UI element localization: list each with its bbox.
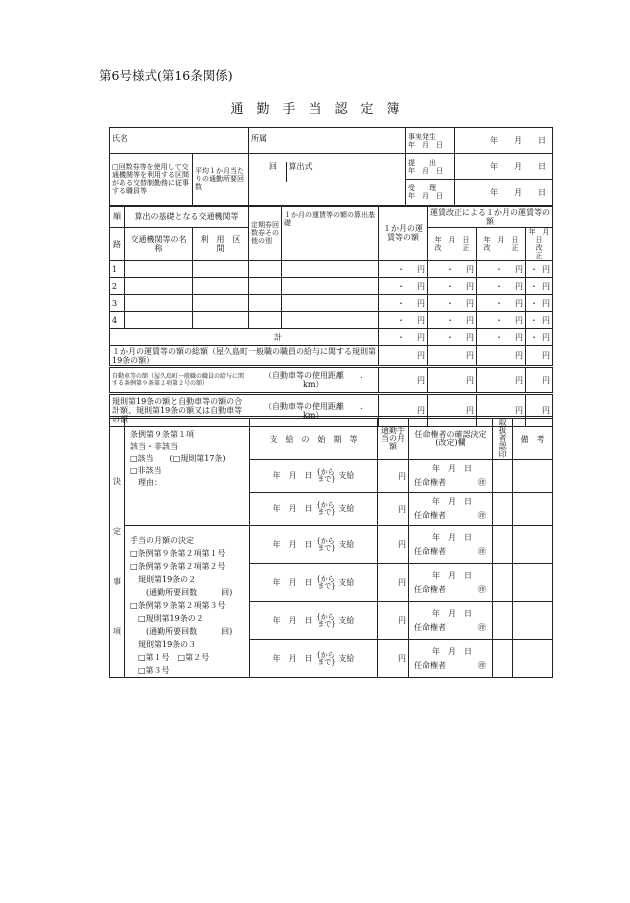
pay-label: 支給 <box>338 615 355 625</box>
remarks-cell[interactable] <box>513 640 553 678</box>
monthly-allowance-header: 通勤手当の月額 <box>378 418 409 460</box>
from-to-bracket: {から まで} <box>316 650 336 666</box>
car-fare-cell[interactable]: 円 <box>379 367 428 394</box>
fare-cell[interactable] <box>379 278 428 295</box>
decimal-dot: ・ <box>530 332 538 342</box>
to-label: まで <box>317 475 332 483</box>
sum-row <box>110 346 553 367</box>
yen-unit: 円 <box>417 298 425 308</box>
yen-unit: 円 <box>466 264 474 274</box>
decimal-dot: ・ <box>446 332 454 342</box>
authority-label: 任命権者 <box>414 546 446 556</box>
name-field[interactable] <box>110 128 249 154</box>
pass-type-cell[interactable] <box>249 261 282 278</box>
decimal-dot: ・ <box>530 315 538 325</box>
seal-icon: ㊞ <box>478 660 486 670</box>
rev3-cell[interactable] <box>526 312 553 329</box>
carrier-cell[interactable] <box>125 261 193 278</box>
authority-label: 任命権者 <box>414 478 446 487</box>
rev3-cell[interactable] <box>526 261 553 278</box>
combined-fare-cell[interactable]: 円 <box>379 394 428 427</box>
side-char: 項 <box>113 627 121 636</box>
seal-icon: ㊞ <box>478 546 486 556</box>
combined-distance[interactable]: （自動車等の使用距離 . km） <box>249 394 379 427</box>
total-label: 計 <box>110 329 379 346</box>
fare-cell[interactable] <box>379 261 428 278</box>
car-row <box>110 367 553 394</box>
route-number: 3 <box>110 295 125 312</box>
monthly-fare-header: １か月の運賃等の額 <box>379 206 428 261</box>
yen-unit: 円 <box>515 298 523 308</box>
pay-label: 支給 <box>338 577 355 587</box>
period-cell[interactable] <box>250 602 378 640</box>
decimal-dot: ・ <box>495 298 503 308</box>
section-cell[interactable] <box>193 278 249 295</box>
sum-rev3-cell[interactable]: 円 <box>526 346 553 367</box>
seal-icon: ㊞ <box>478 622 486 632</box>
side-char: 事 <box>113 577 121 586</box>
pass-type-cell[interactable] <box>249 278 282 295</box>
receipt-date-field[interactable]: 年 月 日 <box>455 180 553 206</box>
remarks-cell[interactable] <box>513 460 553 493</box>
revision-col-1: 年 月 日 改 正 <box>428 228 477 261</box>
confirm-date: 年 月 日 <box>432 570 472 580</box>
combined-rev3-cell[interactable]: 円 <box>526 394 553 427</box>
option-checkbox[interactable]: □条例第９条第２項第２号 <box>130 562 226 571</box>
decimal-dot: ・ <box>495 264 503 274</box>
yen-unit: 円 <box>515 315 523 325</box>
period-cell[interactable] <box>250 493 378 526</box>
pass-type-cell[interactable] <box>249 312 282 329</box>
yen-unit: 円 <box>515 332 523 342</box>
yen-unit: 円 <box>466 281 474 291</box>
period-date: 年 月 日 <box>272 504 313 513</box>
decimal-dot: ・ <box>446 315 454 325</box>
from-to-bracket: {から まで} <box>316 536 336 552</box>
rev3-cell[interactable] <box>526 295 553 312</box>
total-fare-cell[interactable] <box>379 329 428 346</box>
total-rev1-cell[interactable] <box>428 329 477 346</box>
decimal-dot: ・ <box>446 298 454 308</box>
allowance-cell[interactable]: 円 <box>378 564 409 602</box>
carrier-header: 交通機関等の名称 <box>125 228 193 261</box>
sum-fare-cell[interactable]: 円 <box>379 346 428 367</box>
yen-unit: 円 <box>417 281 425 291</box>
handler-cell[interactable] <box>493 493 513 526</box>
total-rev3-cell[interactable] <box>526 329 553 346</box>
name-label: 氏名 <box>112 134 128 143</box>
handler-cell[interactable] <box>493 460 513 493</box>
affiliation-field[interactable] <box>249 128 406 154</box>
confirm-cell[interactable] <box>409 526 493 564</box>
option-text[interactable]: (通勤所要回数 回) <box>130 588 233 597</box>
confirm-date: 年 月 日 <box>432 497 472 506</box>
sum-rev2-cell[interactable]: 円 <box>477 346 526 367</box>
submit-date-field[interactable]: 年 月 日 <box>455 154 553 180</box>
option-text[interactable]: (通勤所要回数 回) <box>130 627 233 636</box>
rev1-cell[interactable] <box>428 261 477 278</box>
seal-icon: ㊞ <box>478 511 486 520</box>
confirm-cell[interactable] <box>409 640 493 678</box>
monthly-basis-header: １か月の運賃等の額の算出基礎 <box>282 206 379 261</box>
pay-label: 支給 <box>338 504 355 513</box>
period-date: 年 月 日 <box>272 615 313 625</box>
rev2-cell[interactable] <box>477 278 526 295</box>
rev1-cell[interactable] <box>428 312 477 329</box>
remarks-cell[interactable] <box>513 526 553 564</box>
section-cell[interactable] <box>193 312 249 329</box>
yen-unit: 円 <box>515 281 523 291</box>
pay-label: 支給 <box>338 539 355 549</box>
route-row-4 <box>110 312 553 329</box>
form-number: 第6号様式(第16条関係) <box>99 68 233 83</box>
to-label: まで <box>317 619 332 628</box>
allowance-cell[interactable]: 円 <box>378 602 409 640</box>
from-to-bracket: {から まで} <box>316 612 336 628</box>
yen-unit: 円 <box>466 298 474 308</box>
pass-type-cell[interactable] <box>249 295 282 312</box>
yen-unit: 円 <box>466 332 474 342</box>
period-date: 年 月 日 <box>272 653 313 663</box>
decimal-dot: ・ <box>397 298 405 308</box>
route-row-1 <box>110 261 553 278</box>
from-label: から <box>320 574 335 583</box>
from-to-bracket: {から まで} <box>316 574 336 590</box>
car-rev3-cell[interactable]: 円 <box>526 367 553 394</box>
period-row-3 <box>110 526 553 564</box>
decimal-dot: ・ <box>530 298 538 308</box>
route-number: 4 <box>110 312 125 329</box>
revision-header: 運賃改正による１か月の運賃等の額 <box>428 206 553 228</box>
yen-unit: 円 <box>542 332 550 342</box>
from-label: から <box>320 536 335 545</box>
pay-label: 支給 <box>338 653 355 663</box>
period-date: 年 月 日 <box>272 577 313 587</box>
combined-rev1-cell[interactable]: 円 <box>428 394 477 427</box>
yen-unit: 円 <box>417 264 425 274</box>
sum-rev1-cell[interactable]: 円 <box>428 346 477 367</box>
allowance-cell[interactable]: 円 <box>378 640 409 678</box>
art9-block <box>125 418 250 526</box>
basis-header: 算出の基礎となる交通機関等 <box>125 206 249 228</box>
rev2-cell[interactable] <box>477 312 526 329</box>
total-rev2-cell[interactable] <box>477 329 526 346</box>
applicable-checkbox[interactable]: □該当 (□規則第17条) <box>130 454 226 463</box>
allowance-table <box>109 127 553 427</box>
basis-cell[interactable] <box>282 278 379 295</box>
yen-unit: 円 <box>466 315 474 325</box>
sum-label: １か月の運賃等の額の総額（屋久島町一般職の職員の給与に関する規則第19条の額） <box>110 346 379 367</box>
yen-unit: 円 <box>542 264 550 274</box>
confirm-cell[interactable] <box>409 564 493 602</box>
option-text: 規則第19条の２ <box>130 575 197 584</box>
route-total-row <box>110 329 553 346</box>
combined-label: 規則第19条の額と自動車等の額の合計額、規則第19条の額又は自動車等の額 <box>110 394 249 427</box>
decimal-dot: ・ <box>495 332 503 342</box>
order-header-bottom: 路 <box>110 228 125 261</box>
section-cell[interactable] <box>193 295 249 312</box>
option-checkbox[interactable]: □条例第９条第２項第３号 <box>130 601 226 610</box>
decimal-dot: ・ <box>446 264 454 274</box>
decision-side-label <box>110 418 125 678</box>
reason-field[interactable]: 理由： <box>130 478 162 487</box>
handler-cell[interactable] <box>493 640 513 678</box>
from-label: から <box>320 612 335 621</box>
times-label: 回 <box>269 162 277 171</box>
decimal-dot: ・ <box>397 264 405 274</box>
start-period-header: 支 給 の 始 期 等 <box>250 418 378 460</box>
confirm-cell[interactable] <box>409 493 493 526</box>
confirm-date: 年 月 日 <box>432 464 472 473</box>
period-date: 年 月 日 <box>272 539 313 549</box>
car-distance[interactable]: （自動車等の使用距離 . km） <box>249 367 379 394</box>
confirm-cell[interactable] <box>409 602 493 640</box>
handler-header: 取扱者認印 <box>493 418 513 460</box>
period-cell[interactable] <box>250 526 378 564</box>
allowance-cell[interactable]: 円 <box>378 526 409 564</box>
yen-unit: 円 <box>515 264 523 274</box>
option-checkbox[interactable]: □第３号 <box>130 666 170 675</box>
to-label: まで <box>317 543 332 552</box>
from-label: から <box>320 501 335 509</box>
decimal-dot: ・ <box>530 281 538 291</box>
fact-date-label: 事実発生 年 月 日 <box>406 128 455 154</box>
combined-rev2-cell[interactable]: 円 <box>477 394 526 427</box>
option-checkbox[interactable]: □条例第９条第２項第１号 <box>130 549 226 558</box>
average-trips-field[interactable] <box>249 154 406 206</box>
to-label: まで <box>317 657 332 666</box>
formula-label: 算出式 <box>286 162 313 182</box>
car-label: 自動車等の額（屋久島町一般職の職員の給与に関する条例第９条第２項第２号の額） <box>110 367 249 394</box>
decimal-dot: ・ <box>530 264 538 274</box>
yen-unit: 円 <box>417 315 425 325</box>
yen-unit: 円 <box>542 315 550 325</box>
seal-icon: ㊞ <box>478 584 486 594</box>
not-applicable-checkbox[interactable]: □非該当 <box>130 466 162 475</box>
submit-date-label: 提 出 年 月 日 <box>406 154 455 180</box>
from-label: から <box>320 650 335 659</box>
route-number: 2 <box>110 278 125 295</box>
yen-unit: 円 <box>542 298 550 308</box>
rev2-cell[interactable] <box>477 261 526 278</box>
confirm-date: 年 月 日 <box>432 646 472 656</box>
confirm-date: 年 月 日 <box>432 608 472 618</box>
period-date: 年 月 日 <box>272 471 313 480</box>
rev1-cell[interactable] <box>428 295 477 312</box>
decimal-dot: ・ <box>397 315 405 325</box>
revision-col-3: 年 月 日 改 正 <box>526 228 553 261</box>
decimal-dot: ・ <box>397 332 405 342</box>
section-cell[interactable] <box>193 261 249 278</box>
side-char: 決 <box>113 477 121 486</box>
remarks-cell[interactable] <box>513 564 553 602</box>
seal-icon: ㊞ <box>478 478 486 487</box>
basis-cell[interactable] <box>282 295 379 312</box>
route-row-3 <box>110 295 553 312</box>
authority-label: 任命権者 <box>414 660 446 670</box>
revision-col-2: 年 月 日 改 正 <box>477 228 526 261</box>
monthly-amount-label: 手当の月額の決定 <box>130 536 194 545</box>
decision-table <box>109 416 553 678</box>
rev3-cell[interactable] <box>526 278 553 295</box>
carrier-cell[interactable] <box>125 278 193 295</box>
period-cell[interactable] <box>250 564 378 602</box>
to-label: まで <box>317 581 332 590</box>
from-label: から <box>320 468 335 476</box>
route-row-2 <box>110 278 553 295</box>
handler-cell[interactable] <box>493 526 513 564</box>
handler-cell[interactable] <box>493 564 513 602</box>
monthly-amount-block <box>125 526 250 678</box>
to-label: まで <box>317 508 332 516</box>
art9-header: 条例第９条第１項 <box>130 430 194 439</box>
basis-cell[interactable] <box>282 261 379 278</box>
handler-cell[interactable] <box>493 602 513 640</box>
side-char: 定 <box>113 527 121 536</box>
period-cell[interactable] <box>250 640 378 678</box>
section-header: 利 用 区 間 <box>193 228 249 261</box>
confirm-header: 任命権者の確認決定(改定)欄 <box>409 418 493 460</box>
authority-label: 任命権者 <box>414 511 446 520</box>
yen-unit: 円 <box>417 332 425 342</box>
car-rev1-cell[interactable]: 円 <box>428 367 477 394</box>
option-checkbox[interactable]: □規則第19条の２ <box>130 614 204 623</box>
authority-label: 任命権者 <box>414 584 446 594</box>
authority-label: 任命権者 <box>414 622 446 632</box>
pass-user-checkbox[interactable]: □回数券等を使用して交通機関等を利用する区間がある交替制勤務に従事する職員等 <box>110 154 193 206</box>
decimal-dot: ・ <box>446 281 454 291</box>
yen-unit: 円 <box>542 281 550 291</box>
fare-cell[interactable] <box>379 295 428 312</box>
fare-cell[interactable] <box>379 312 428 329</box>
option-checkbox[interactable]: □第１号 □第２号 <box>130 653 210 662</box>
option-text: 規則第19条の３ <box>130 640 197 649</box>
rev2-cell[interactable] <box>477 295 526 312</box>
remarks-cell[interactable] <box>513 493 553 526</box>
route-number: 1 <box>110 261 125 278</box>
decimal-dot: ・ <box>397 281 405 291</box>
order-header-top: 順 <box>110 206 125 228</box>
carrier-cell[interactable] <box>125 295 193 312</box>
average-trips-label: 平均１か月当たりの通勤所要回数 <box>193 154 249 206</box>
allowance-cell[interactable]: 円 <box>378 493 409 526</box>
decimal-dot: ・ <box>495 281 503 291</box>
page-title: 通 勤 手 当 認 定 簿 <box>230 102 400 117</box>
confirm-date: 年 月 日 <box>432 532 472 542</box>
carrier-cell[interactable] <box>125 312 193 329</box>
from-to-bracket: {から まで} <box>316 468 336 483</box>
car-rev2-cell[interactable]: 円 <box>477 367 526 394</box>
basis-cell[interactable] <box>282 312 379 329</box>
applicable-label: 該当・非該当 <box>130 442 178 451</box>
pass-type-header: 定期券回数券その他の別 <box>249 206 282 261</box>
remarks-cell[interactable] <box>513 602 553 640</box>
fact-date-field[interactable]: 年 月 日 <box>455 128 553 154</box>
remarks-header: 備 考 <box>513 418 553 460</box>
decimal-dot: ・ <box>495 315 503 325</box>
receipt-date-label: 受 理 年 月 日 <box>406 180 455 206</box>
pay-label: 支給 <box>338 471 355 480</box>
rev1-cell[interactable] <box>428 278 477 295</box>
from-to-bracket: {から まで} <box>316 501 336 516</box>
period-cell[interactable] <box>250 460 378 493</box>
allowance-cell[interactable]: 円 <box>378 460 409 493</box>
confirm-cell[interactable] <box>409 460 493 493</box>
affiliation-label: 所属 <box>251 134 267 143</box>
